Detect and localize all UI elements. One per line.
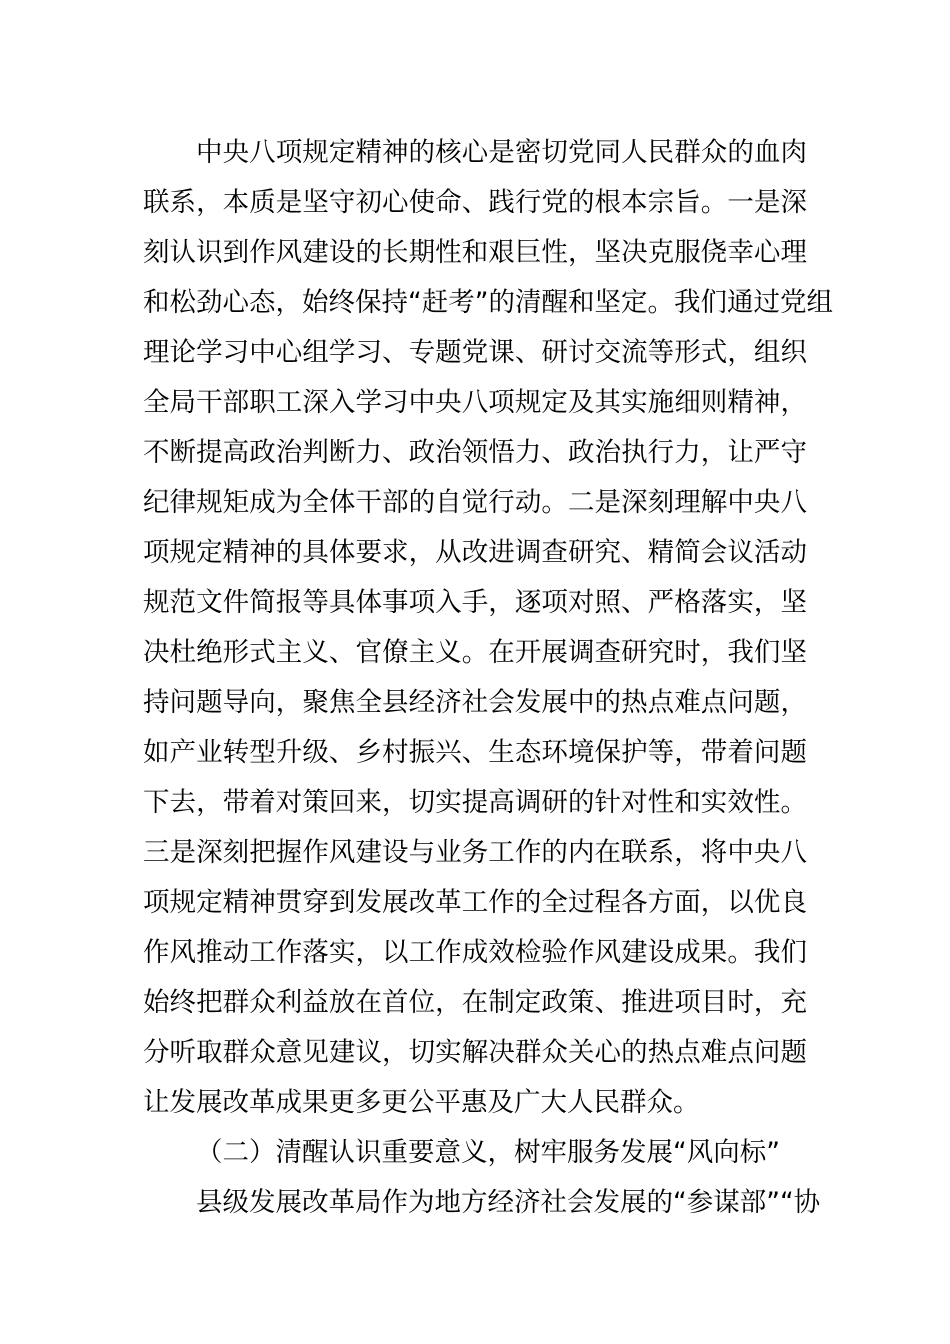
text-line: 不断提高政治判断力、政治领悟力、政治执行力，让严守 [143, 437, 807, 468]
text-line: 和松劲心态，始终保持“赶考”的清醒和坚定。我们通过党组 [143, 287, 833, 318]
text-line: 刻认识到作风建设的长期性和艰巨性，坚决克服侥幸心理 [143, 237, 807, 268]
section-heading: （二）清醒认识重要意义，树牢服务发展“风向标” [196, 1137, 780, 1168]
text-line: 如产业转型升级、乡村振兴、生态环境保护等，带着问题 [143, 737, 807, 768]
text-line: 县级发展改革局作为地方经济社会发展的“参谋部”“协 [196, 1187, 821, 1218]
text-line: 作风推动工作落实，以工作成效检验作风建设成果。我们 [143, 937, 807, 968]
text-line: 始终把群众利益放在首位，在制定政策、推进项目时，充 [143, 987, 807, 1018]
text-line: 决杜绝形式主义、官僚主义。在开展调查研究时，我们坚 [143, 637, 807, 668]
text-line: 持问题导向，聚焦全县经济社会发展中的热点难点问题， [143, 687, 807, 718]
text-line: 联系，本质是坚守初心使命、践行党的根本宗旨。一是深 [143, 187, 807, 218]
text-line: 纪律规矩成为全体干部的自觉行动。二是深刻理解中央八 [143, 487, 807, 518]
text-line: 全局干部职工深入学习中央八项规定及其实施细则精神， [143, 387, 807, 418]
text-line: 项规定精神的具体要求，从改进调查研究、精简会议活动 [143, 537, 807, 568]
text-line: 下去，带着对策回来，切实提高调研的针对性和实效性。 [143, 787, 807, 818]
text-line: 规范文件简报等具体事项入手，逐项对照、严格落实，坚 [143, 587, 807, 618]
text-line: 分听取群众意见建议，切实解决群众关心的热点难点问题 [143, 1037, 807, 1068]
text-line: 让发展改革成果更多更公平惠及广大人民群众。 [143, 1087, 700, 1118]
text-line: 项规定精神贯穿到发展改革工作的全过程各方面，以优良 [143, 887, 807, 918]
text-line: 中央八项规定精神的核心是密切党同人民群众的血肉 [196, 137, 807, 168]
text-line: 理论学习中心组学习、专题党课、研讨交流等形式，组织 [143, 337, 807, 368]
text-line: 三是深刻把握作风建设与业务工作的内在联系，将中央八 [143, 837, 807, 868]
document-body [143, 128, 833, 1228]
